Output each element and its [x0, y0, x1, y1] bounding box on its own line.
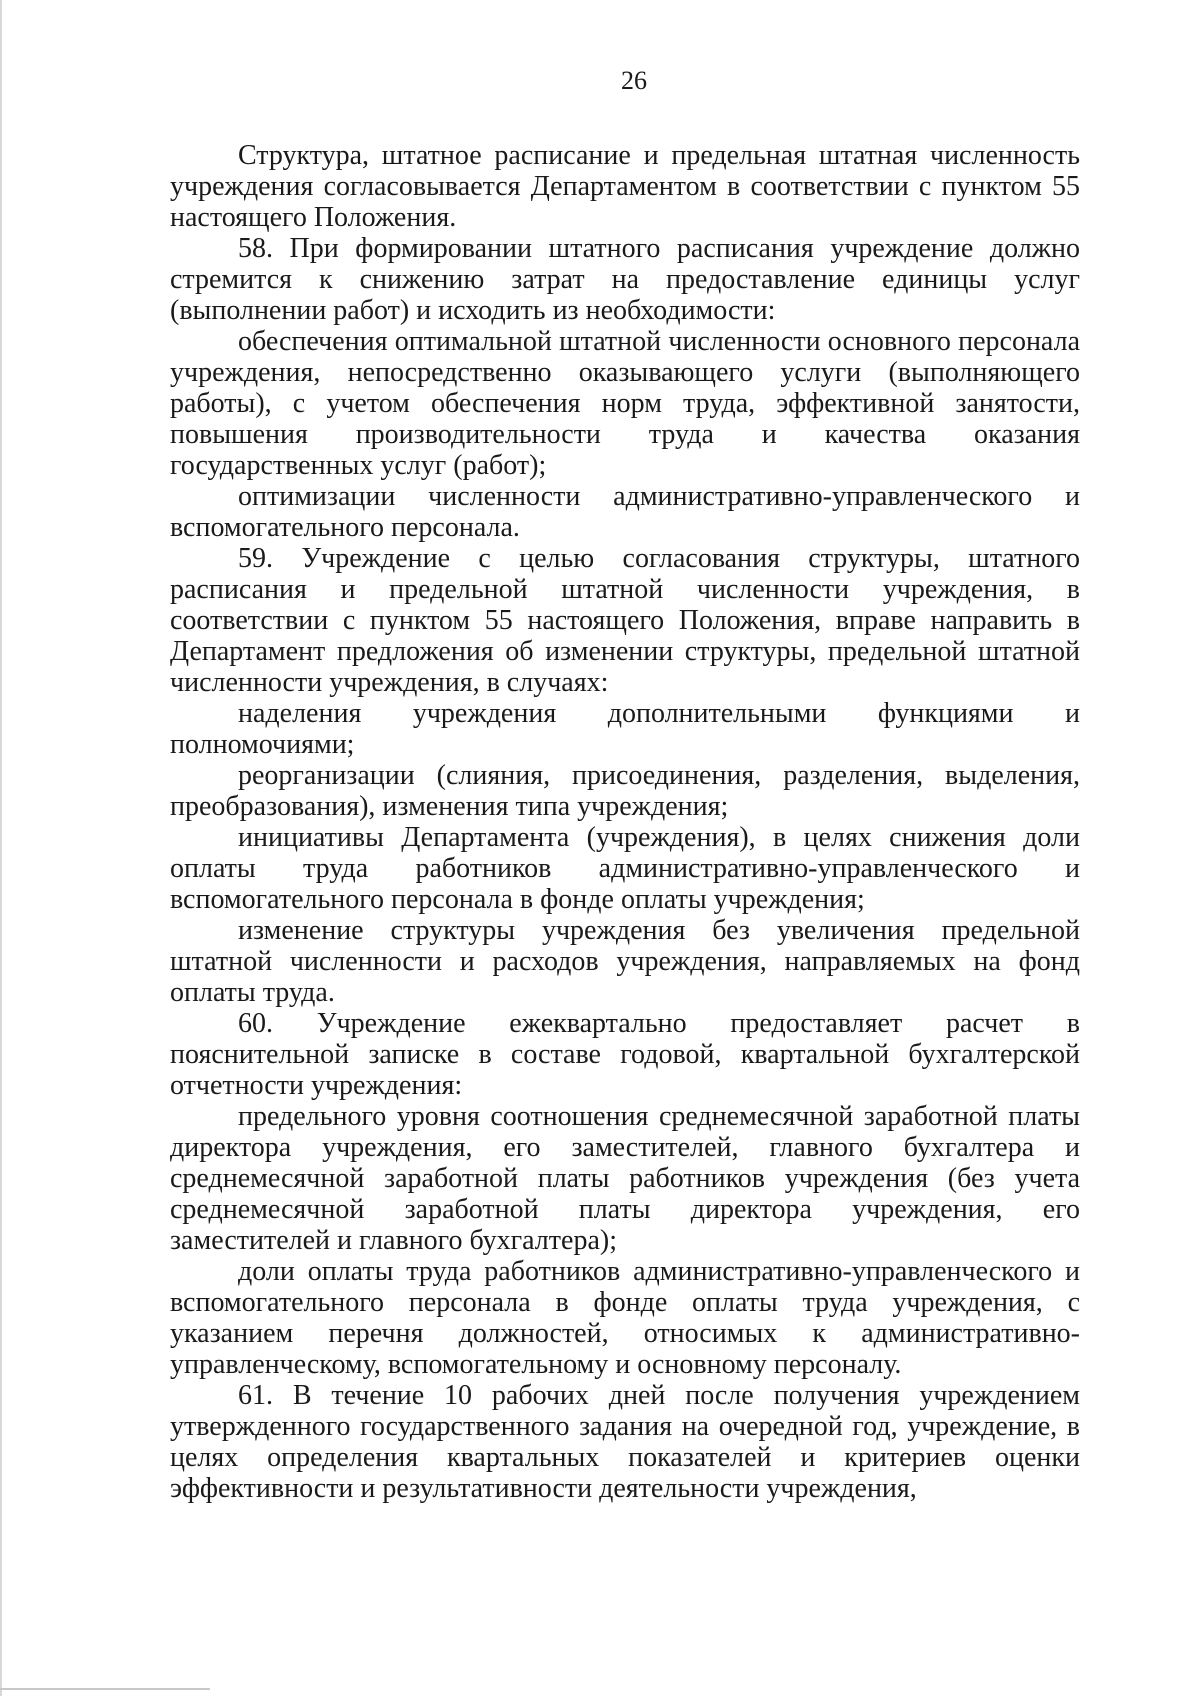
list-item-optimal-staffing: обеспечения оптимальной штатной численности основного персонала учреждения, непосредственно оказывающего услуги (выполняющего работы), с учетом обеспечения норм труда, эффективной занятости, повышения производительности труда и качества оказания государственных услуг (работ);	[170, 326, 1080, 481]
list-item-structure-change: изменение структуры учреждения без увеличения предельной штатной численности и расходов учреждения, направляемых на фонд оплаты труда.	[170, 915, 1080, 1008]
list-item-additional-functions: наделения учреждения дополнительными функциями и полномочиями;	[170, 698, 1080, 760]
list-item-reorganization: реорганизации (слияния, присоединения, разделения, выделения, преобразования), изменения типа учреждения;	[170, 760, 1080, 822]
paragraph-59: 59. Учреждение с целью согласования структуры, штатного расписания и предельной штатной численности учреждения, в соответствии с пунктом 55 настоящего Положения, вправе направить в Департамент предложения об изменении структуры, предельной штатной численности учреждения, в случаях:	[170, 543, 1080, 698]
scan-bottom-edge	[0, 1688, 210, 1690]
list-item-admin-optimization: оптимизации численности административно-управленческого и вспомогательного персонала.	[170, 481, 1080, 543]
paragraph-58: 58. При формировании штатного расписания учреждение должно стремится к снижению затрат на предоставление единицы услуг (выполнении работ) и исходить из необходимости:	[170, 233, 1080, 326]
list-item-salary-ratio: предельного уровня соотношения среднемесячной заработной платы директора учреждения, его заместителей, главного бухгалтера и среднемесячной заработной платы работников учреждения (без учета среднемесячной заработной платы директора учреждения, его заместителей и главного бухгалтера);	[170, 1101, 1080, 1256]
paragraph-61: 61. В течение 10 рабочих дней после получения учреждением утвержденного государственного задания на очередной год, учреждение, в целях определения квартальных показателей и критериев оценки эффективности и результативности деятельности учреждения,	[170, 1380, 1080, 1504]
list-item-admin-share: доли оплаты труда работников административно-управленческого и вспомогательного персонала в фонде оплаты труда учреждения, с указанием перечня должностей, относимых к административно-управленческому, вспомогательному и основному персоналу.	[170, 1256, 1080, 1380]
paragraph-60: 60. Учреждение ежеквартально предоставляет расчет в пояснительной записке в составе годовой, квартальной бухгалтерской отчетности учреждения:	[170, 1008, 1080, 1101]
paragraph-structure-approval: Структура, штатное расписание и предельная штатная численность учреждения согласовывается Департаментом в соответствии с пунктом 55 настоящего Положения.	[170, 140, 1080, 233]
document-body	[170, 140, 1080, 1504]
list-item-department-initiative: инициативы Департамента (учреждения), в целях снижения доли оплаты труда работников административно-управленческого и вспомогательного персонала в фонде оплаты учреждения;	[170, 822, 1080, 915]
page-number: 26	[621, 66, 647, 95]
scan-left-edge	[0, 0, 2, 1696]
